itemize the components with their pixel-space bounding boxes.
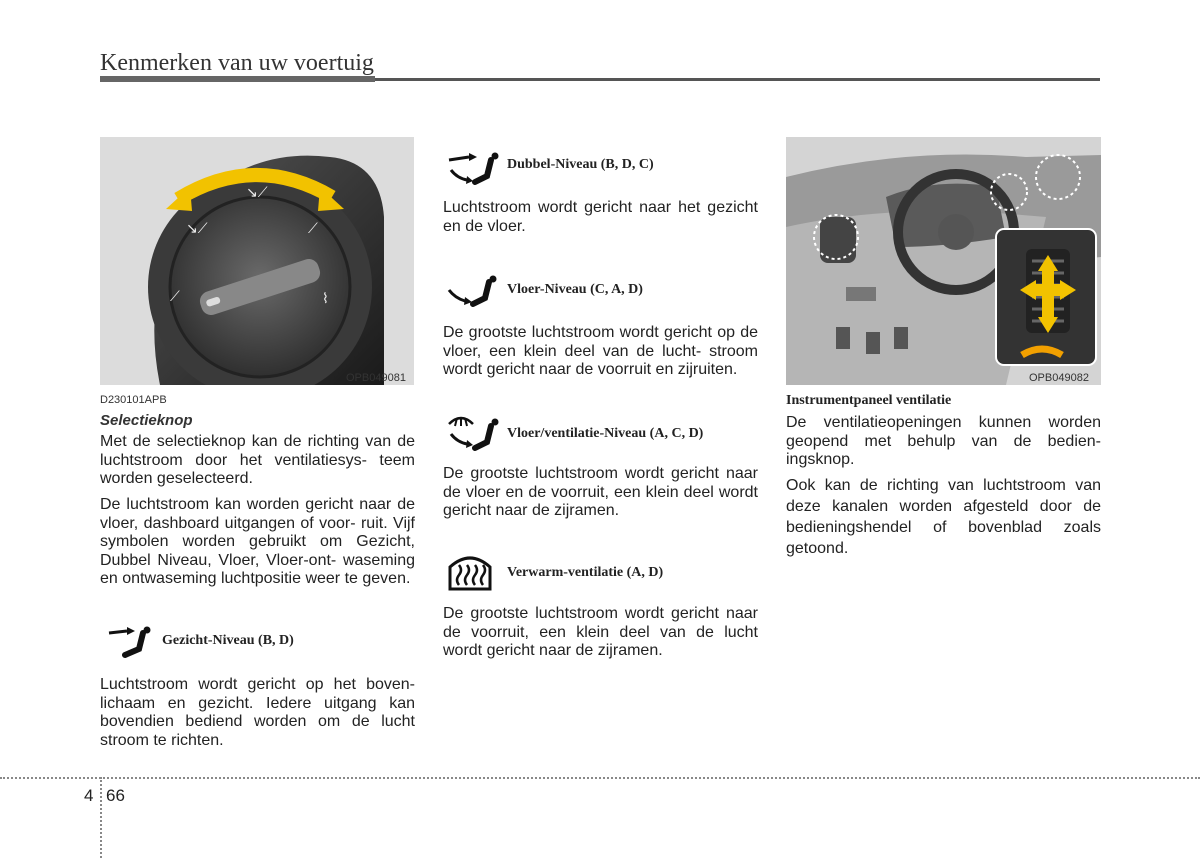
floor-defrost-mode-icon [445,412,501,452]
svg-text:⟋: ⟋ [170,289,180,305]
mode-floor-text: De grootste luchtstroom wordt gericht op de vloer, een klein deel van de lucht- stroom wordt gericht naar de voorruit en zijruiten. [443,324,758,378]
face-mode-icon [105,625,153,659]
mode-defrost-label: Verwarm-ventilatie (A, D) [507,565,664,580]
mode-floor-label: Vloer-Niveau (C, A, D) [507,282,643,297]
mode-defrost-text: De grootste luchtstroom wordt gericht naar de voorruit, een klein deel van de lucht wordt gericht naar de zijramen. [443,605,758,659]
svg-text:⟋: ⟋ [308,221,318,237]
reference-code: D230101APB [100,394,167,406]
page-title: Kenmerken van uw voertuig [100,50,374,76]
section-number: 4 [84,786,94,805]
footer-rule [0,777,1200,779]
svg-text:↘⟋: ↘⟋ [246,185,268,201]
selector-knob-figure [100,137,414,385]
bilevel-mode-icon [445,150,501,186]
paragraph-vent-2: Ook kan de richting van luchtstroom van deze kanalen worden afgesteld door de bedieningshendel of bovenblad zoals getoond. [786,477,1101,557]
floor-mode-icon [445,274,499,308]
footer-divider [100,777,102,858]
mode-bilevel-text: Luchtstroom wordt gericht naar het gezicht en de vloer. [443,199,758,235]
svg-text:↘⟋: ↘⟋ [186,221,208,237]
defrost-mode-icon [447,553,493,591]
mode-floordefrost-label: Vloer/ventilatie-Niveau (A, C, D) [507,426,704,441]
header-rule-accent [100,76,375,82]
svg-text:⌇: ⌇ [322,291,329,307]
paragraph-vent-1: De ventilatieopeningen kunnen worden geopend met behulp van de bedien- ingsknop. [786,414,1101,468]
figure-code-dashboard: OPB049082 [1029,372,1089,384]
figure-code: OPB049081 [346,372,406,384]
heading-instrument-vent: Instrumentpaneel ventilatie [786,393,952,408]
page-number: 66 [106,786,125,805]
mode-floordefrost-text: De grootste luchtstroom wordt gericht naar de vloer en de voorruit, een klein deel wordt gericht naar de zijramen. [443,465,758,519]
subheading-selector: Selectieknop [100,412,193,429]
mode-face-text: Luchtstroom wordt gericht op het boven- lichaam en gezicht. Iedere uitgang kan bovendien bediend worden om de lucht stroom te richten. [100,676,415,749]
paragraph-selector-1: Met de selectieknop kan de richting van de luchtstroom door het ventilatiesys- teem worden geselecteerd. [100,433,415,487]
dashboard-vent-figure [786,137,1101,385]
mode-face-label: Gezicht-Niveau (B, D) [162,633,294,648]
mode-bilevel-label: Dubbel-Niveau (B, D, C) [507,157,654,172]
paragraph-selector-2: De luchtstroom kan worden gericht naar de vloer, dashboard uitgangen of voor- ruit. Vijf symbolen worden gebruikt om Gezicht, Dubbel Niveau, Vloer, Vloer-ont- waseming en ontwaseming luchtpositie weer te geven. [100,496,415,587]
